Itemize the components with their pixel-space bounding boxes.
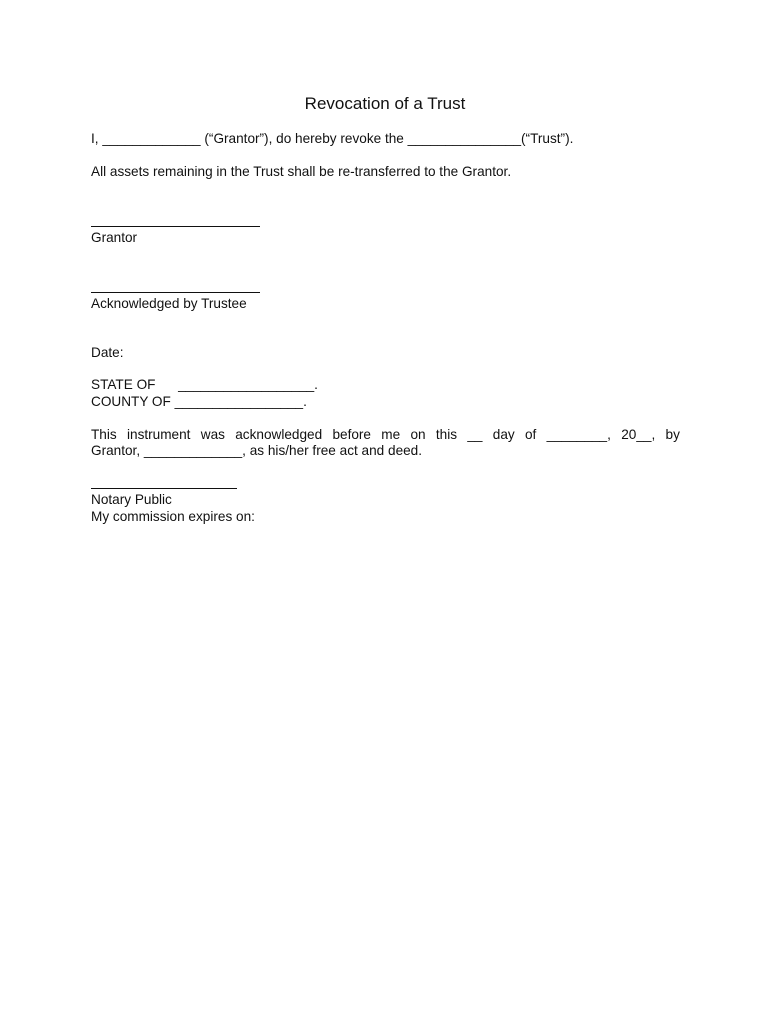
acknowledgment-line-2: Grantor, _____________, as his/her free act and deed.: [91, 443, 423, 458]
ack-month-blank: ________,: [546, 427, 611, 442]
ack-word: This: [91, 427, 117, 442]
notary-label: Notary Public: [91, 492, 172, 507]
ack-word: instrument: [126, 427, 191, 442]
ack-word: me: [381, 427, 401, 442]
commission-label: My commission expires on:: [91, 509, 255, 524]
notary-signature-line: [91, 488, 237, 489]
trustee-label: Acknowledged by Trustee: [91, 296, 247, 311]
ack-word: before: [332, 427, 371, 442]
date-label: Date:: [91, 345, 124, 360]
trustee-signature-line: [91, 292, 260, 293]
ack-word: this: [435, 427, 458, 442]
assets-statement: All assets remaining in the Trust shall be re-transferred to the Grantor.: [91, 164, 512, 179]
ack-word: acknowledged: [235, 427, 323, 442]
acknowledgment-line-1: [91, 426, 680, 443]
ack-word: on: [410, 427, 426, 442]
ack-word: was: [200, 427, 225, 442]
grantor-signature-line: [91, 226, 260, 227]
document-title: Revocation of a Trust: [304, 94, 466, 113]
state-line: STATE OF __________________.: [91, 377, 318, 392]
county-line: COUNTY OF _________________.: [91, 394, 307, 409]
ack-day-blank: __: [467, 427, 483, 442]
grantor-label: Grantor: [91, 230, 138, 245]
ack-year-blank: 20__,: [621, 427, 656, 442]
revoke-statement: I, _____________ (“Grantor”), do hereby revoke the _______________(“Trust”).: [91, 131, 574, 146]
ack-word: of: [525, 427, 537, 442]
ack-word: by: [665, 427, 680, 442]
ack-word: day: [492, 427, 515, 442]
